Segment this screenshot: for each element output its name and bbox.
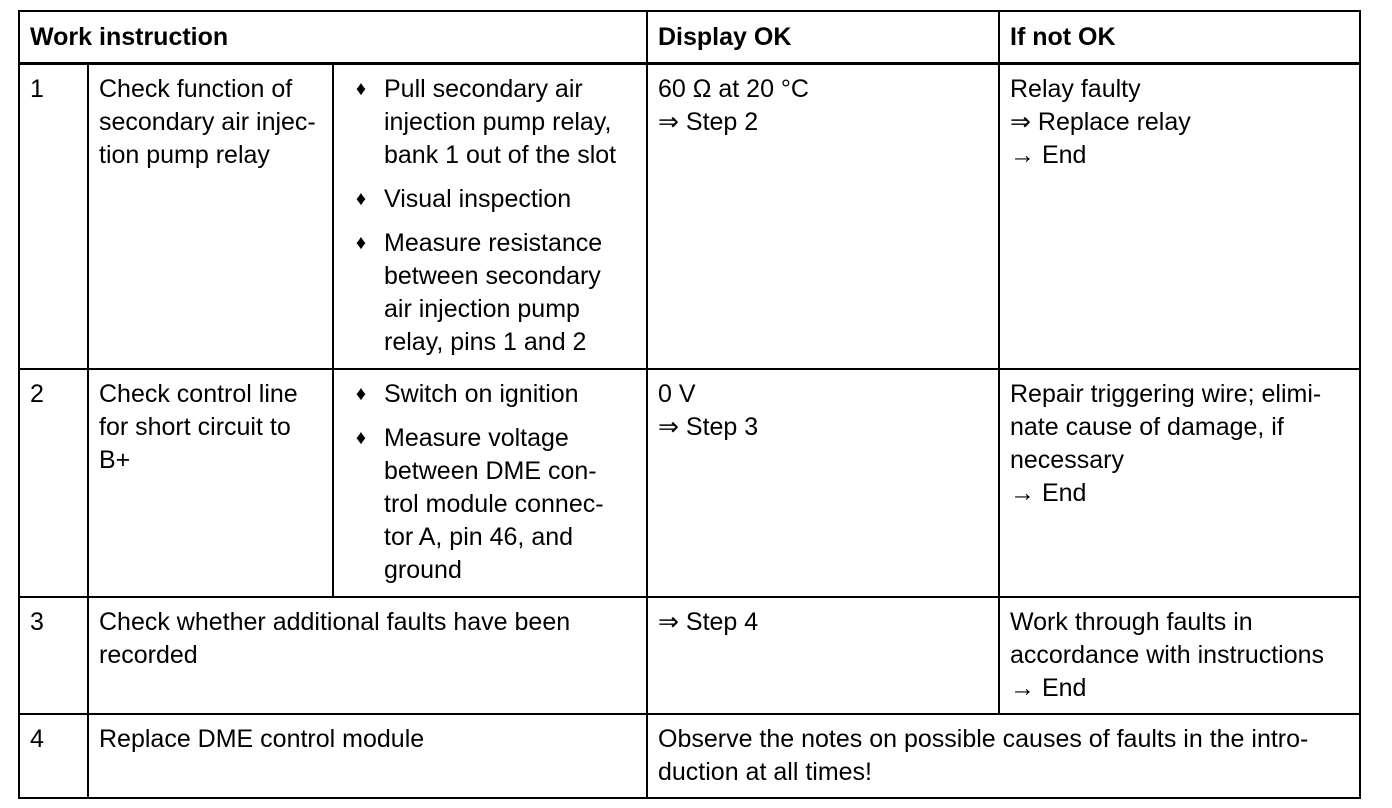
diamond-bullet-icon: ♦ <box>355 188 367 210</box>
action-item: ♦ Visual inspection <box>344 183 640 216</box>
actions-cell <box>333 64 647 369</box>
diamond-bullet-icon: ♦ <box>355 382 367 405</box>
check-cell: Replace DME control module <box>88 714 647 798</box>
step-number: 2 <box>19 369 88 597</box>
check-cell: Check function of secondary air injec- tion pump relay <box>88 64 333 369</box>
work-instruction-table <box>18 10 1361 799</box>
display-ok-cell: ⇒ Step 4 <box>647 597 999 714</box>
step-row-1 <box>19 64 1360 369</box>
if-not-ok-cell: Work through faults in accordance with instructions → End <box>999 597 1360 714</box>
header-if-not-ok: If not OK <box>999 11 1360 64</box>
action-item: ♦ Pull secondary air injection pump relay, bank 1 out of the slot <box>344 73 640 172</box>
actions-cell <box>333 369 647 597</box>
action-item: ♦ Measure voltage between DME con- trol module connec- tor A, pin 46, and ground <box>344 422 640 587</box>
display-ok-cell: 0 V ⇒ Step 3 <box>647 369 999 597</box>
header-display-ok: Display OK <box>647 11 999 64</box>
display-ok-cell: 60 Ω at 20 °C ⇒ Step 2 <box>647 64 999 369</box>
diamond-bullet-icon: ♦ <box>355 232 367 254</box>
if-not-ok-cell: Relay faulty ⇒ Replace relay → End <box>999 64 1360 369</box>
action-item: ♦ Measure resistance between secondary air injection pump relay, pins 1 and 2 <box>344 227 640 359</box>
note-cell: Observe the notes on possible causes of faults in the intro- duction at all times! <box>647 714 1360 798</box>
action-list <box>334 370 646 591</box>
if-not-ok-cell: Repair triggering wire; elimi- nate cause of damage, if necessary → End <box>999 369 1360 597</box>
step-number: 3 <box>19 597 88 714</box>
check-cell: Check control line for short circuit to B+ <box>88 369 333 597</box>
action-list <box>334 65 646 363</box>
step-row-4 <box>19 714 1360 798</box>
step-row-2 <box>19 369 1360 597</box>
diamond-bullet-icon: ♦ <box>355 426 367 449</box>
check-cell: Check whether additional faults have been recorded <box>88 597 647 714</box>
step-number: 1 <box>19 64 88 369</box>
step-number: 4 <box>19 714 88 798</box>
step-row-3 <box>19 597 1360 714</box>
action-item: ♦ Switch on ignition <box>344 378 640 411</box>
header-row <box>19 11 1360 64</box>
diamond-bullet-icon: ♦ <box>355 78 367 100</box>
header-work-instruction: Work instruction <box>19 11 647 64</box>
